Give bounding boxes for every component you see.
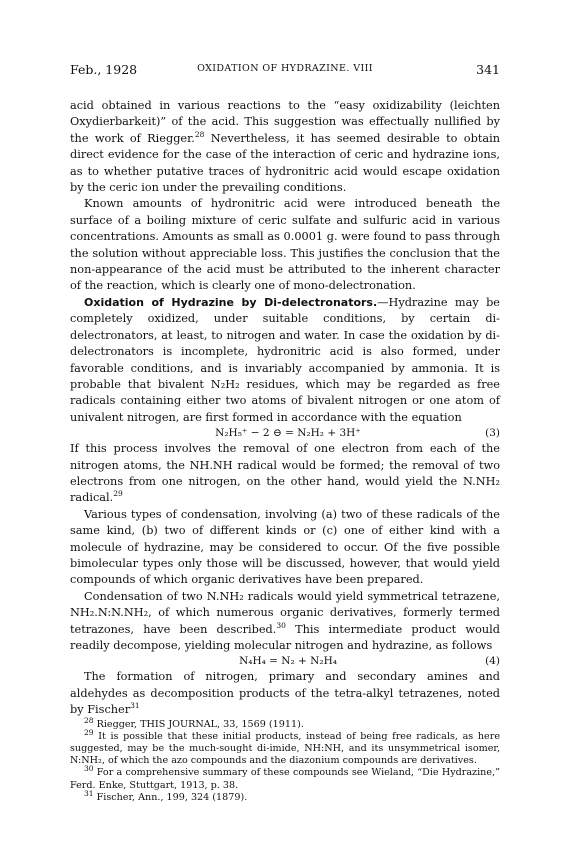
- footnote-30: [70, 764, 500, 791]
- footnote-text: Fischer, Ann., 199, 324 (1879).: [93, 791, 248, 803]
- equation-4-expression: N₄H₄ = N₂ + N₂H₄: [239, 655, 337, 668]
- paragraph-1-text-a: acid obtained in various reactions to the “easy oxidizability (leichten Oxydierbarkeit)” of the acid. This suggestion was effectually nullified by the work of Riegger.: [70, 99, 500, 145]
- paragraph-4: [70, 441, 500, 507]
- footnote-ref-28: 28: [194, 130, 205, 140]
- footnotes: [70, 715, 500, 804]
- footnote-marker: 31: [84, 788, 94, 798]
- equation-4-number: (4): [485, 655, 500, 668]
- footnote-31: [70, 788, 500, 804]
- paragraph-1-text-b: Nevertheless, it has seemed desirable to obtain direct evidence for the case of the interaction of ceric and hydrazine ions, as to whether putative traces of hydronitric acid would escape oxidation by the ceric ion under the prevailing conditions.: [70, 131, 500, 195]
- paragraph-7: [70, 669, 500, 718]
- section-heading: Oxidation of Hydrazine by Di-delectronators.: [84, 295, 378, 309]
- footnote-text: Riegger, THIS JOURNAL, 33, 1569 (1911).: [93, 718, 304, 730]
- paragraph-5: Various types of condensation, involving (a) two of these radicals of the same kind, (b) two of different kinds or (c) one of either kind with a molecule of hydrazine, may be considered to occur. Of the five possible bimolecular types only those will be discussed, however, that would yield compounds of which organic derivatives have been prepared.: [70, 507, 500, 587]
- paragraph-1: [70, 98, 500, 196]
- footnote-text: For a comprehensive summary of these compounds see Wieland, “Die Hydrazine,” Ferd. Enke, Stuttgart, 1913, p. 38.: [70, 767, 500, 791]
- paragraph-6-text-b: This intermediate product would readily decompose, yielding molecular nitrogen and hydrazine, as follows: [70, 622, 501, 652]
- article-body: [70, 98, 500, 804]
- footnote-ref-29: 29: [113, 489, 123, 499]
- footnote-29: [70, 727, 500, 768]
- paragraph-3-text: —Hydrazine may be completely oxidized, under suitable conditions, by certain di-delectronators, at least, to nitrogen and water. In case the oxidation by di-delectronators is incomplete, hydronitric acid is also formed, under favorable conditions, and is invariably accompanied by ammonia. It is probable that bivalent N₂H₂ residues, which may be regarded as free radicals containing either two atoms of bivalent nitrogen or one atom of univalent nitrogen, are first formed in accordance with the equation: [70, 295, 500, 424]
- journal-page: [70, 62, 500, 804]
- running-header: [70, 62, 500, 80]
- footnote-marker: 30: [84, 764, 94, 774]
- footnote-ref-30: 30: [276, 620, 286, 630]
- header-title: OXIDATION OF HYDRAZINE. VIII: [197, 63, 373, 74]
- paragraph-6-text-a: Condensation of two N.NH₂ radicals would yield symmetrical tetrazene, NH₂.N:N.NH₂, of which numerous organic derivatives, formerly termed tetrazones, have been described.: [70, 589, 500, 636]
- equation-3: [70, 426, 500, 441]
- footnote-marker: 29: [84, 727, 94, 737]
- footnote-28: [70, 715, 500, 731]
- equation-3-expression: N₂H₅⁺ − 2 ⊖ = N₂H₂ + 3H⁺: [215, 427, 361, 440]
- equation-3-number: (3): [485, 427, 500, 440]
- paragraph-4-text: If this process involves the removal of one electron from each of the nitrogen atoms, the NH.NH radical would be formed; the removal of two electrons from one nitrogen, on the other hand, would yield the N.NH₂ radical.: [70, 442, 500, 505]
- paragraph-3: [70, 295, 500, 426]
- footnote-text: It is possible that these initial products, instead of being free radicals, as here suggested, may be the much-sought di-imide, NH:NH, and its unsymmetrical isomer, N:NH₂, of which the azo compounds and the diazonium compounds are derivatives.: [70, 730, 500, 767]
- header-date: Feb., 1928: [70, 62, 138, 77]
- footnote-marker: 28: [84, 715, 94, 725]
- equation-4: [70, 654, 500, 669]
- paragraph-2: Known amounts of hydronitric acid were introduced beneath the surface of a boiling mixture of ceric sulfate and sulfuric acid in various concentrations. Amounts as small as 0.0001 g. were found to pass through the solution without appreciable loss. This justifies the conclusion that the non-appearance of the acid must be attributed to the inherent character of the reaction, which is clearly one of mono-delectronation.: [70, 197, 500, 293]
- paragraph-6: [70, 589, 500, 655]
- footnote-ref-31: 31: [130, 701, 140, 711]
- page-number: 341: [476, 62, 500, 77]
- paragraph-7-text: The formation of nitrogen, primary and secondary amines and aldehydes as decomposition products of the tetra-alkyl tetrazenes, noted by Fischer: [70, 670, 500, 717]
